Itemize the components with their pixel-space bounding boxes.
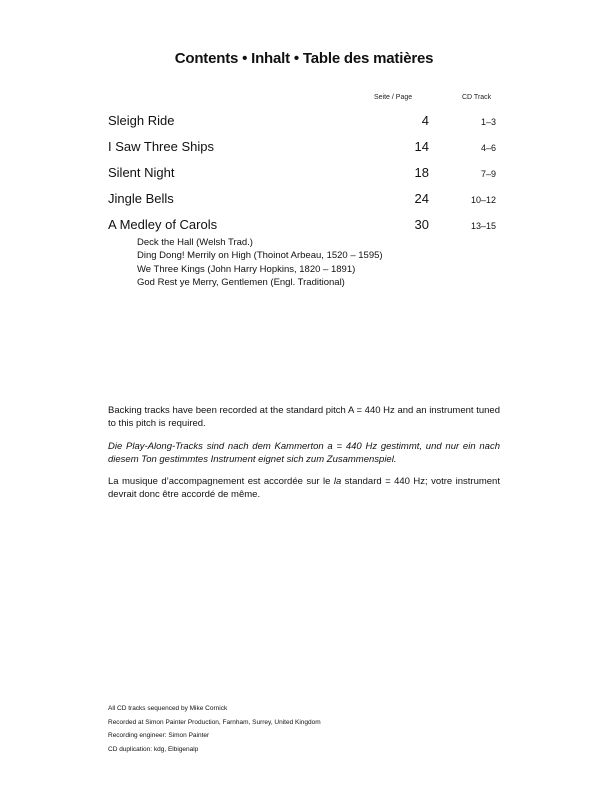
toc-row <box>108 191 508 217</box>
toc-title: I Saw Three Ships <box>108 139 214 154</box>
toc-page: 14 <box>414 139 429 154</box>
toc-tracks: 1–3 <box>480 117 496 127</box>
toc-tracks: 4–6 <box>480 143 496 153</box>
toc-tracks: 7–9 <box>480 169 496 179</box>
note-french-part: standard = 440 Hz; votre instrument devrait donc être accordé de même. <box>108 476 500 501</box>
note-french-part: La musique d’accompagnement est accordée sur le <box>108 476 334 488</box>
toc-row <box>108 165 508 191</box>
credit-line: All CD tracks sequenced by Mike Cornick <box>108 705 228 712</box>
toc-title: Sleigh Ride <box>108 113 175 128</box>
credit-line: Recorded at Simon Painter Production, Farnham, Surrey, United Kingdom <box>108 718 321 726</box>
tuning-notes <box>108 404 500 511</box>
toc-row <box>108 113 508 139</box>
note-french-la: la <box>333 476 342 488</box>
note-english: Backing tracks have been recorded at the standard pitch A = 440 Hz and an instrument tuned to this pitch is required. <box>108 405 500 430</box>
credits <box>108 702 321 756</box>
credit-line: Recording engineer: Simon Painter <box>108 732 210 739</box>
toc-title: Jingle Bells <box>108 191 174 206</box>
note-german: Die Play-Along-Tracks sind nach dem Kammerton a = 440 Hz gestimmt, und nur ein nach diesem Ton gestimmtes Instrument eignet sich zum Zusammenspiel. <box>108 440 500 465</box>
table-of-contents <box>108 113 508 243</box>
toc-tracks: 10–12 <box>470 195 496 205</box>
medley-item: Deck the Hall (Welsh Trad.) <box>137 237 253 248</box>
toc-row <box>108 139 508 165</box>
cd-track-column-header: CD Track <box>462 94 492 101</box>
page-title: Contents • Inhalt • Table des matières <box>174 50 434 67</box>
medley-list <box>137 236 383 289</box>
medley-item: Ding Dong! Merrily on High (Thoinot Arbeau, 1520 – 1595) <box>137 250 383 262</box>
medley-item: God Rest ye Merry, Gentlemen (Engl. Traditional) <box>137 276 345 288</box>
medley-item: We Three Kings (John Harry Hopkins, 1820 – 1891) <box>137 263 356 275</box>
toc-tracks: 13–15 <box>470 221 496 231</box>
toc-page: 18 <box>414 165 429 180</box>
toc-title: A Medley of Carols <box>108 217 218 232</box>
toc-page: 4 <box>421 113 429 128</box>
toc-page: 24 <box>414 191 429 206</box>
toc-title: Silent Night <box>108 165 175 180</box>
note-french <box>108 475 500 502</box>
toc-page: 30 <box>414 217 429 232</box>
credit-line: CD duplication: kdg, Elbigenalp <box>108 745 199 753</box>
page-column-header: Seite / Page <box>374 94 413 101</box>
